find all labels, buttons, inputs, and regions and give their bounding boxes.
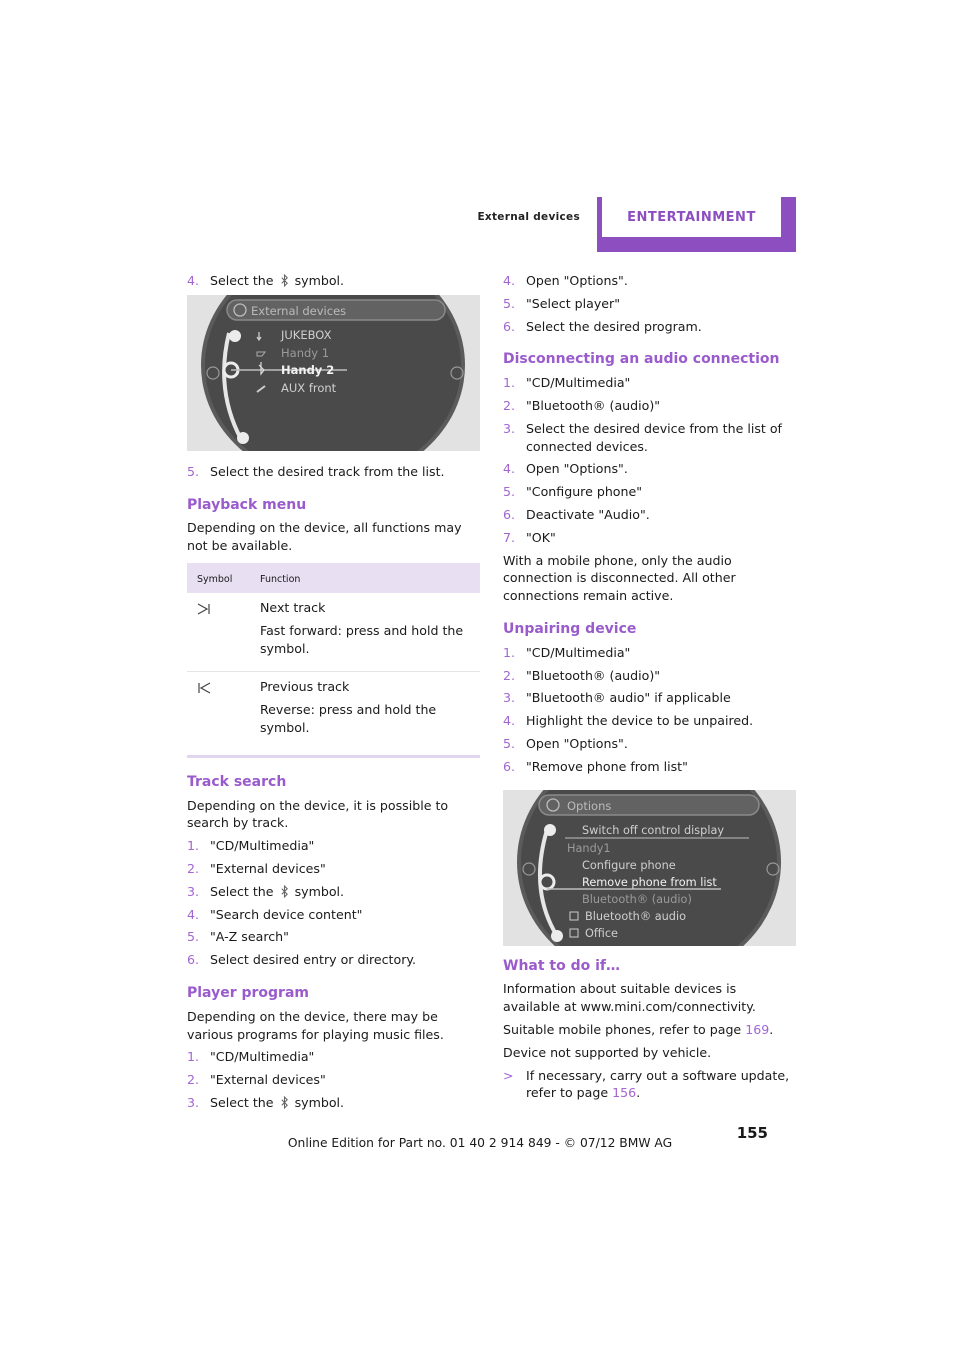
step <box>503 483 797 501</box>
step-text: "Select player" <box>526 295 621 311</box>
step <box>503 758 797 776</box>
step-number: 1. <box>503 644 516 660</box>
paragraph: Device not supported by vehicle. <box>503 1044 712 1060</box>
step <box>187 860 481 878</box>
step <box>187 1094 481 1112</box>
heading-track-search: Track search <box>187 773 287 790</box>
step-text: Open "Options". <box>526 273 628 288</box>
step-number: 2. <box>187 1072 200 1088</box>
text: Suitable mobile phones, refer to page <box>503 1021 742 1037</box>
step-text: "OK" <box>526 529 556 545</box>
step-text: "Search device content" <box>210 906 363 922</box>
step <box>503 735 797 753</box>
step <box>187 951 481 969</box>
step-number: 4. <box>187 273 200 288</box>
step-text: Select the <box>210 883 274 899</box>
bluetooth-icon <box>280 274 289 287</box>
step-text: Select the <box>210 273 274 288</box>
step <box>503 529 797 547</box>
step-text: Highlight the device to be unpaired. <box>526 713 754 729</box>
step <box>503 667 797 685</box>
function-title: Previous track <box>260 679 350 695</box>
step-text: "External devices" <box>210 1072 326 1088</box>
step <box>187 928 481 946</box>
next-track-icon <box>197 603 211 615</box>
step-number: 6. <box>503 506 516 522</box>
page-link-156[interactable]: 156 <box>612 1085 637 1101</box>
step-number: 3. <box>187 1094 200 1110</box>
step-number: 1. <box>187 838 200 854</box>
step-number: 2. <box>187 860 200 876</box>
step-number: 5. <box>187 463 200 479</box>
screen1-item-jukebox: JUKEBOX <box>281 327 332 342</box>
step-number: 3. <box>503 690 516 706</box>
step-number: 4. <box>503 713 516 729</box>
step-number: 2. <box>503 667 516 683</box>
chapter-tab-label: ENTERTAINMENT <box>602 197 781 237</box>
step-text: "External devices" <box>210 860 326 876</box>
step-number: 5. <box>503 735 516 751</box>
text: . <box>636 1085 641 1101</box>
step-text: Select the desired program. <box>526 318 702 334</box>
page-number: 155 <box>736 1124 768 1142</box>
step <box>187 1071 481 1089</box>
step-number: 1. <box>503 375 516 391</box>
screen2-item-selected: Remove phone from list <box>582 875 717 889</box>
bluetooth-icon <box>280 1096 289 1109</box>
screen2-item: Office <box>585 926 618 940</box>
step <box>503 374 797 392</box>
step-number: 4. <box>503 273 516 288</box>
step-text: Select the <box>210 1094 274 1110</box>
step-text: symbol. <box>294 883 345 899</box>
step-text: symbol. <box>294 1094 345 1110</box>
step-number: 5. <box>503 295 516 311</box>
step-number: 5. <box>503 484 516 500</box>
step-text: "Bluetooth® (audio)" <box>526 667 661 683</box>
step-number: 6. <box>187 952 200 968</box>
step <box>187 906 481 924</box>
step-number: 2. <box>503 397 516 413</box>
step-number: 6. <box>503 318 516 334</box>
screen2-item: Configure phone <box>582 858 676 872</box>
function-desc: Fast forward: press and hold the symbol. <box>260 622 464 656</box>
step-text: Deactivate "Audio". <box>526 506 650 522</box>
bluetooth-icon <box>280 885 289 898</box>
screen-external-devices <box>187 295 480 451</box>
step <box>187 883 481 901</box>
screen2-title: Options <box>567 798 612 813</box>
step <box>503 318 797 336</box>
function-title: Next track <box>260 599 326 615</box>
step <box>187 272 481 290</box>
step-text: "CD/Multimedia" <box>526 375 631 391</box>
step <box>503 272 797 290</box>
step-text: "Remove phone from list" <box>526 758 688 774</box>
step <box>503 689 797 707</box>
step-text: Select desired entry or directory. <box>210 952 417 968</box>
heading-playback-menu: Playback menu <box>187 496 307 513</box>
screen2-item: Bluetooth® audio <box>585 909 687 923</box>
step-text: "CD/Multimedia" <box>210 838 315 854</box>
step <box>187 837 481 855</box>
step-text: symbol. <box>294 273 345 288</box>
heading-what-to-do: What to do if… <box>503 957 621 974</box>
step-text: "CD/Multimedia" <box>526 644 631 660</box>
step-number: 6. <box>503 758 516 774</box>
step <box>187 463 481 481</box>
left-column <box>187 272 481 1117</box>
paragraph: Information about suitable devices is available at www.mini.com/connectivity. <box>503 981 756 1015</box>
text: . <box>769 1021 774 1037</box>
bullet-marker: > <box>503 1067 514 1083</box>
col-header-function: Function <box>260 573 301 585</box>
step-text: "Bluetooth® (audio)" <box>526 397 661 413</box>
step-number: 3. <box>503 420 516 436</box>
previous-track-icon <box>197 682 211 694</box>
page-link-169[interactable]: 169 <box>745 1021 770 1037</box>
step <box>503 295 797 313</box>
step <box>187 1048 481 1066</box>
right-column <box>503 272 797 1107</box>
section-title: External devices <box>477 211 580 223</box>
step <box>503 460 797 478</box>
step-text: Select the desired device from the list of connected devices. <box>526 420 782 454</box>
playback-table <box>187 563 480 758</box>
chapter-tab <box>597 197 796 252</box>
step <box>503 506 797 524</box>
screen1-item-handy1: Handy 1 <box>281 345 330 360</box>
screen2-item: Switch off control display <box>582 823 725 837</box>
step-text: "Configure phone" <box>526 484 643 500</box>
step <box>503 712 797 730</box>
step-number: 3. <box>187 883 200 899</box>
step <box>503 397 797 415</box>
step-text: Open "Options". <box>526 461 628 477</box>
paragraph: Depending on the device, there may be various programs for playing music files. <box>187 1008 444 1042</box>
col-header-symbol: Symbol <box>197 573 233 585</box>
function-desc: Reverse: press and hold the symbol. <box>260 702 437 735</box>
screen2-item: Handy1 <box>567 841 611 855</box>
heading-disconnecting: Disconnecting an audio connection <box>503 351 780 368</box>
step-text: "Bluetooth® audio" if applicable <box>526 690 731 706</box>
paragraph: Depending on the device, it is possible to search by track. <box>187 797 449 831</box>
text: If necessary, carry out a software update, refer to page <box>526 1067 790 1101</box>
step-number: 1. <box>187 1049 200 1065</box>
table-row <box>187 593 480 672</box>
paragraph: Depending on the device, all functions may not be available. <box>187 520 462 554</box>
screen1-item-handy2: Handy 2 <box>281 362 335 377</box>
screen-options <box>503 790 796 946</box>
bullet-item <box>503 1067 797 1103</box>
screen1-title: External devices <box>251 303 347 318</box>
heading-unpairing: Unpairing device <box>503 620 637 637</box>
footer-edition: Online Edition for Part no. 01 40 2 914 849 - © 07/12 BMW AG <box>287 1136 673 1150</box>
step-number: 4. <box>187 906 200 922</box>
step-text: "A-Z search" <box>210 929 289 945</box>
screen1-item-aux: AUX front <box>281 380 337 395</box>
step <box>503 644 797 662</box>
step <box>503 420 797 456</box>
step-text: Open "Options". <box>526 735 628 751</box>
paragraph <box>503 1021 797 1039</box>
step-number: 4. <box>503 461 516 477</box>
heading-player-program: Player program <box>187 984 309 1001</box>
screen2-item: Bluetooth® (audio) <box>582 892 692 906</box>
table-header <box>187 563 480 593</box>
step-number: 7. <box>503 529 516 545</box>
step-number: 5. <box>187 929 200 945</box>
table-row <box>187 672 480 750</box>
step-text: Select the desired track from the list. <box>210 463 445 479</box>
step-text: "CD/Multimedia" <box>210 1049 315 1065</box>
paragraph: With a mobile phone, only the audio connection is disconnected. All other connections remain active. <box>503 552 736 604</box>
